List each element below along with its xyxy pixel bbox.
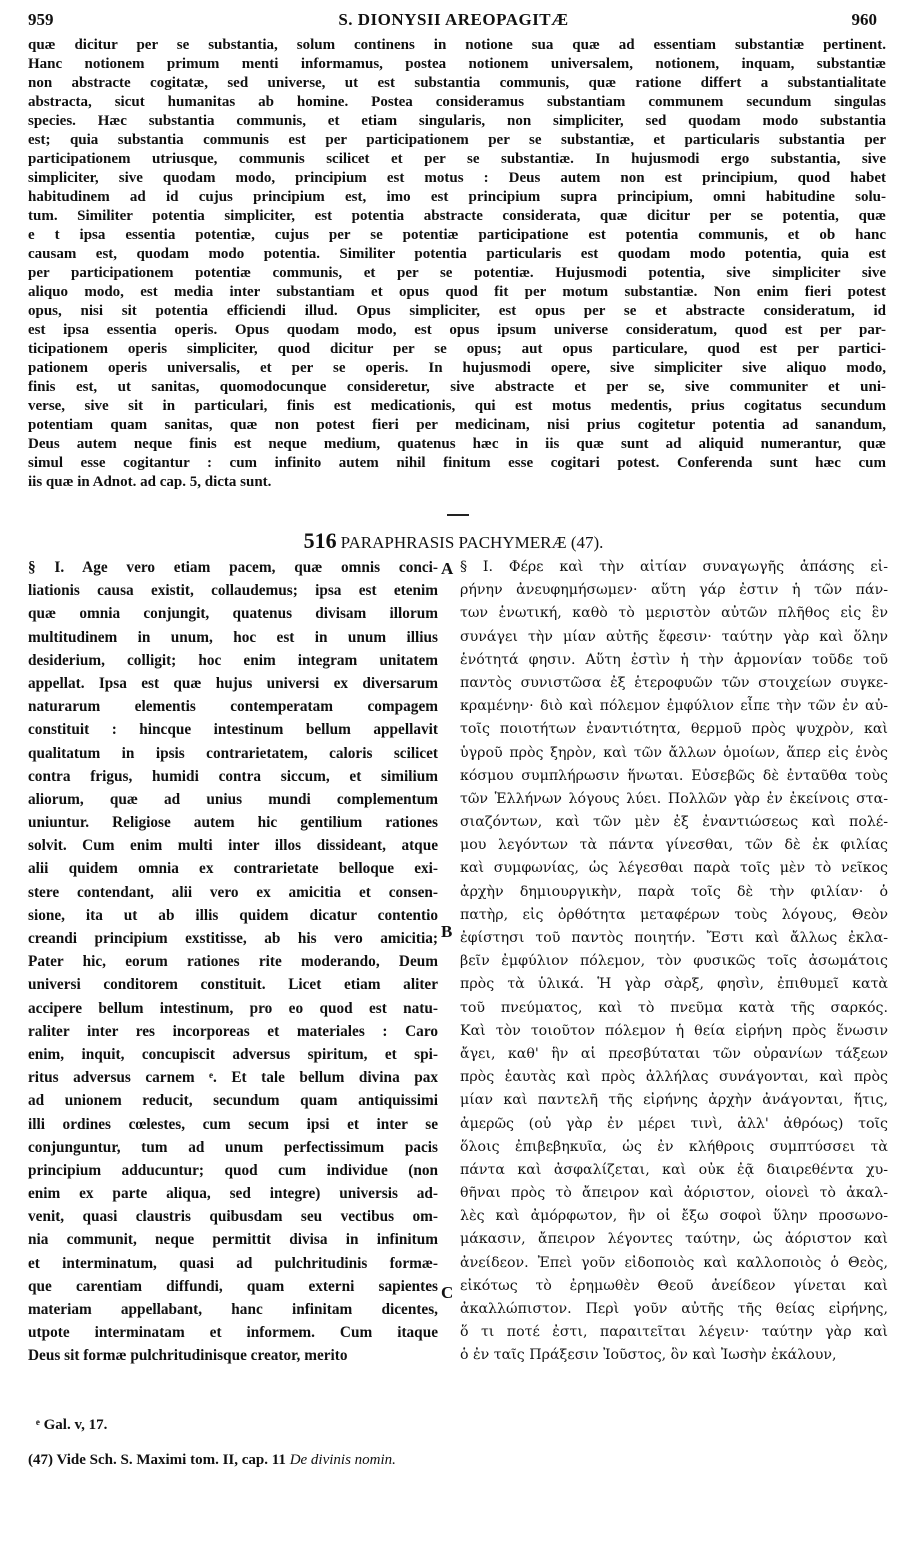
latin-text-line: illi ordines cœlestes, cum secum ipsi et inter se: [28, 1115, 438, 1133]
top-text-line: Hanc notionem primum menti informamus, postea notionem universalem, notionem, inquam, substantiæ: [28, 56, 886, 72]
top-text-line: verse, sive sit in particulari, finis est medicationis, qui est motus medentis, prius cogitatus secundum: [28, 398, 886, 414]
greek-text-line: ὅλοις ἐπιβεβηκυῖα, ὡς ἐν κλήθροις συμπτύσσει τὰ: [460, 1138, 888, 1155]
top-text-line: causam est, quodam modo potentia. Similiter potentia particularis est quodam modo potentia, quia est: [28, 246, 886, 262]
greek-text-line: λὲς καὶ ἀμόρφωτον, ἣν οἱ ἔξω σοφοὶ ὕλην προσωνο-: [460, 1208, 888, 1225]
greek-text-line: ἄγει, καθ' ἣν αἱ πρεσβύταται τῶν οὐρανίων τάξεων: [460, 1045, 888, 1062]
greek-text-line: μου λεγόντων τὰ πάντα γίνεσθαι, τῶν δὲ ἐκ φιλίας: [460, 837, 888, 854]
latin-text-line: venit, quasi claustris quibusdam seu vectibus om-: [28, 1208, 438, 1226]
greek-text-line: ὅ τι ποτέ ἐστι, παραιτεῖται λέγειν· ταύτην γὰρ καὶ: [460, 1324, 888, 1341]
greek-text-line: Καὶ τὸν τοιοῦτον πόλεμον ἡ θεία εἰρήνη πρὸς ἕνωσιν: [460, 1022, 888, 1039]
latin-text-line: Deus sit formæ pulchritudinisque creator, merito: [28, 1347, 348, 1365]
latin-column: [28, 556, 438, 1368]
top-text-line: Deus autem neque finis est neque medium, quatenus hæc in iis quæ sunt ad aliquid numerantur, quæ: [28, 436, 886, 452]
top-text-line: species. Hæc substantia communis, et etiam singularis, non simpliciter, sed quodam modo substantia: [28, 113, 886, 129]
page-header: [0, 10, 907, 36]
page-number-left: 959: [28, 10, 54, 29]
greek-text-line: πάντα καὶ ἀσφαλίζεται, καὶ οὐκ ἐᾷ διαιρεθέντα χυ-: [460, 1161, 888, 1178]
margin-marker-a: A: [441, 559, 454, 578]
top-text-line: simul esse cogitantur : cum infinito autem nihil finitum esse cogitari potest. Conferenda sunt hæc cum: [28, 455, 886, 471]
greek-text-line: πρὸς ἑαυτὰς καὶ πρὸς ἀλλήλας συνάγονται, καὶ πρὸς: [460, 1069, 888, 1086]
latin-text-line: que carentiam diffundi, quam externi sapientes: [28, 1277, 438, 1295]
greek-text-line: των ἑνωτική, καθὸ τὸ μεριστὸν αὐτῶν πλῆθος εἰς ἓν: [460, 605, 888, 622]
latin-text-line: uniuntur. Religiose autem hic gentilium rationes: [28, 814, 438, 832]
greek-text-line: κόσμου συμπλήρωσιν ἥνωται. Εὐσεβῶς δὲ ἐνταῦθα τοὺς: [460, 767, 888, 784]
latin-text-line: utpote interminatam et informem. Cum itaque: [28, 1324, 438, 1342]
top-text-line: potentiam quam sanitas, quæ non potest fieri per medicinam, nisi prius cogitetur potentia ad sanandum,: [28, 417, 886, 433]
latin-text-line: qualitatum in ipsis contrarietatem, caloris scilicet: [28, 744, 438, 762]
top-text-line: est; quia substantia communis est per participationem per se substantiæ, et particularis substantia per: [28, 132, 886, 148]
latin-text-line: contra frigus, humidi contra siccum, et similium: [28, 767, 438, 785]
greek-text-line: τῶν Ἑλλήνων λόγους λύει. Πολλῶν γὰρ ἐν ἐκείνοις στα-: [460, 790, 888, 807]
running-title: S. DIONYSII AREOPAGITÆ: [338, 10, 569, 29]
page-number-right: 960: [851, 10, 877, 29]
greek-text-line: εἰκότως τὸ ἐρημωθὲν Θεοῦ ἀνείδεον γίνεται καὶ: [460, 1277, 888, 1294]
latin-text-line: accipere bellum intestinum, pro eo quod est natu-: [28, 999, 438, 1017]
latin-text-line: Pater hic, eorum rationes rite moderando, Deum: [28, 953, 438, 971]
latin-text-line: creandi principium exstitisse, ab his vero amicitia;: [28, 930, 438, 947]
greek-text-line: ρήνην ἀνευφημήσωμεν· αὕτη γάρ ἐστιν ἡ τῶν πάν-: [460, 582, 888, 599]
greek-text-line: ἐφίστησι τοῦ παντὸς ποιητήν. Ἔστι καὶ ἄλλως ἐκλα-: [460, 930, 888, 946]
footnote-47: [28, 1452, 396, 1469]
top-text-line: simpliciter, sive quodam modo, principium est motus : Deus autem non est principium, quod habet: [28, 170, 886, 186]
latin-text-line: raliter inter res incorporeas et materiales : Caro: [28, 1022, 438, 1040]
latin-text-line: ad unionem reducit, secundum quam antiquissimi: [28, 1092, 438, 1110]
top-text-line: quæ dicitur per se substantia, solum continens in notione sua quæ ad essentiam substantiæ pertinent.: [28, 37, 886, 53]
latin-text-line: desiderium, colligit; hoc enim integram unitatem: [28, 651, 438, 669]
latin-text-line: conjunguntur, tum ad unum perfectissimum pacis: [28, 1138, 438, 1156]
top-text-line: pationem operis universalis, et per se operis. In hujusmodi opere, sive simpliciter sive aliquo modo,: [28, 360, 886, 376]
top-text-line: tum. Similiter potentia simpliciter, est potentia abstracte considerata, quæ dicitur per se potentia, quæ: [28, 208, 886, 224]
latin-text-line: quæ omnia conjungit, quatenus divisam illorum: [28, 605, 438, 623]
latin-text-line: § I. Age vero etiam pacem, quæ omnis conci-: [28, 559, 438, 576]
top-text-line: participationem utriusque, communis scilicet et per se substantiæ. In hujusmodi ergo substantia, sive: [28, 151, 886, 167]
latin-text-line: enim, inquit, concupiscit adversus spiritum, et spi-: [28, 1045, 438, 1063]
top-text-line: habitudinem ad id cujus principium est, imo est principium supra principium, omni habitudine solu-: [28, 189, 886, 205]
latin-text-line: sione, ita ut ab illis quidem dicatur contentio: [28, 906, 438, 924]
greek-text-line: § I. Φέρε καὶ τὴν αἰτίαν συναγωγῆς ἁπάσης εἰ-: [460, 559, 888, 575]
latin-text-line: stere contendant, alii vero ex amicitia et consen-: [28, 883, 438, 901]
footnote-galatians: ᵉ Gal. v, 17.: [36, 1417, 108, 1433]
section-title: PARAPHRASIS PACHYMERÆ (47).: [340, 533, 604, 552]
latin-text-line: multitudinem in unum, hoc est in unum illius: [28, 628, 438, 646]
greek-text-line: βεῖν ἐμφύλιον πόλεμον, τὸν φυσικῶς τοῖς ἀσωμάτοις: [460, 953, 888, 970]
top-text-line: abstracta, sicut humanitas ab homine. Postea consideramus substantiam communem secundum singulas: [28, 94, 886, 110]
greek-text-line: τοῖς ποιοτήτων ἐναντιότητα, θερμοῦ πρὸς ψυχρὸν, καὶ: [460, 721, 888, 738]
greek-text-line: ἀμερῶς (οὐ γὰρ ἐν μέρει τινὶ, ἀλλ' ἀθρόως) τοῖς: [460, 1115, 888, 1132]
top-text-line: est ipsa essentia operis. Opus quodam modo, est opus ipsum universe consideratum, quod est per par-: [28, 322, 886, 338]
top-text-line: e t ipsa essentia potentiæ, cujus per se potentiæ participatione est potentia communis, et ob hanc: [28, 227, 886, 243]
greek-text-line: πατὴρ, εἰς ὀρθότητα μεταφέρων τοὺς λόγους, Θεὸν: [460, 906, 888, 923]
top-text-line: ticipationem operis simpliciter, quod dicitur per se opus; aut opus particulare, quod est per partici-: [28, 341, 886, 357]
latin-text-line: universi conditorem constituit. Licet etiam aliter: [28, 976, 438, 994]
latin-text-line: enim ex parte aliqua, sed integre) universis ad-: [28, 1185, 438, 1203]
latin-text-line: ritus adversus carnem ᵉ. Et tale bellum divina pax: [28, 1069, 438, 1087]
latin-text-line: naturarum elementis contemperatam compagem: [28, 698, 438, 716]
top-text-line: aliquo modo, est media inter substantiam et opus quod fit per motum substantiæ. Non enim fieri potest: [28, 284, 886, 300]
top-text-line: iis quæ in Adnot. ad cap. 5, dicta sunt.: [28, 474, 272, 490]
greek-text-line: τοῦ πνεύματος, καὶ τὸ πνεῦμα κατὰ τῆς σαρκός.: [460, 999, 888, 1016]
top-text-line: opus, nisi sit potentia efficiendi illud. Opus simpliciter, est opus per se et abstracte consideratum, id: [28, 303, 886, 319]
greek-column: [460, 556, 888, 1368]
footnote-47-text: (47) Vide Sch. S. Maximi tom. II, cap. 11: [28, 1452, 286, 1468]
latin-text-line: nia communit, neque permittit divisa in infinitum: [28, 1231, 438, 1249]
greek-text-line: ἀκαλλώπιστον. Περὶ γοῦν αὐτῆς τῆς θείας εἰρήνης,: [460, 1301, 888, 1317]
section-separator: [447, 514, 469, 516]
greek-text-line: κραμένην· διὸ καὶ πόλεμον ἐμφύλιον εἶπε τὴν τῶν ἐν αὐ-: [460, 698, 888, 715]
latin-text-line: alii quidem omnia ex contrarietate belloque exi-: [28, 860, 438, 878]
greek-text-line: σιαζόντων, καὶ τῶν μὲν ἐξ ἐναντιώσεως καὶ πολέ-: [460, 814, 888, 831]
greek-text-line: μάκασιν, ἄπειρον λέγοντες ταύτην, ὡς ἀόριστον καὶ: [460, 1231, 888, 1248]
greek-text-line: ἀρχὴν δημιουργικὴν, παρὰ τοῖς δὲ τὴν φιλίαν· ὁ: [460, 883, 888, 900]
footnote-47-italic: De divinis nomin.: [289, 1452, 396, 1468]
latin-text-line: constituit : hincque intestinum bellum appellavit: [28, 721, 438, 739]
greek-text-line: ἀνείδεον. Ἐπεὶ γοῦν εἰδοποιὸς καὶ καλλοποιὸς ὁ Θεὸς,: [460, 1254, 888, 1271]
latin-text-line: aliorum, quæ ad unius mundi complementum: [28, 790, 438, 808]
top-text-line: finis est, ut sanitas, quomodocunque consideretur, sive abstracte et per se, sive communiter et uni-: [28, 379, 886, 395]
section-heading: [0, 528, 907, 554]
greek-text-line: παντὸς συνιστῶσα ἐξ ἑτεροφυῶν τῶν στοιχείων συγκε-: [460, 674, 888, 691]
greek-text-line: καὶ συμφωνίας, ὡς λέγεσθαι παρὰ τοῖς μὲν τὸ νεῖκος: [460, 860, 888, 877]
margin-marker-b: B: [441, 922, 453, 941]
margin-marker-c: C: [441, 1283, 454, 1302]
top-text-line: non abstracte cogitatæ, sed universe, ut est substantia communis, quæ ratione differt a substantialitate: [28, 75, 886, 91]
top-text-line: per participationem potentiæ communis, et per se potentiæ. Hujusmodi potentia, sive simpliciter sive: [28, 265, 886, 281]
greek-text-line: ὁ ἐν ταῖς Πράξεσιν Ἰοῦστος, ὃν καὶ Ἰωσὴν ἐκάλουν,: [460, 1347, 837, 1364]
latin-text-line: et interminatum, quasi ad pulchritudinis formæ-: [28, 1254, 438, 1272]
latin-text-line: principium adducuntur; quod cum individue (non: [28, 1161, 438, 1179]
top-paragraph: [28, 36, 886, 492]
section-number: 516: [303, 528, 337, 553]
latin-text-line: materiam appellabant, hanc infinitam dicentes,: [28, 1301, 438, 1318]
greek-text-line: θῆναι πρὸς τὸ ἄπειρον καὶ ἀόριστον, οἱονεὶ τὸ ἀκαλ-: [460, 1185, 888, 1202]
greek-text-line: ὑγροῦ πρὸς ξηρὸν, καὶ τῶν ἄλλων ὁμοίων, ἅπερ εἰς ἑνὸς: [460, 744, 888, 761]
greek-text-line: μίαν καὶ παντελῆ τῆς εἰρήνης ἀρχὴν ἀνάγονται, ἥτις,: [460, 1092, 888, 1109]
latin-text-line: solvit. Cum enim multi inter illos dissideant, atque: [28, 837, 438, 855]
greek-text-line: πρὸς τὰ ὑλικά. Ἡ γὰρ σὰρξ, φησὶν, ἐπιθυμεῖ κατὰ: [460, 976, 888, 993]
greek-text-line: ἑνότητά φησιν. Αὕτη ἐστὶν ἡ τὴν ἁρμονίαν τοῦδε τοῦ: [460, 651, 888, 668]
greek-text-line: συνάγει τὴν μίαν αὐτῆς ἔφεσιν· ταύτην γὰρ καὶ ὅλην: [460, 628, 888, 645]
latin-text-line: appellat. Ipsa est quæ hujus universi ex diversarum: [28, 674, 438, 692]
latin-text-line: liationis causa existit, collaudemus; ipsa est etenim: [28, 582, 438, 600]
